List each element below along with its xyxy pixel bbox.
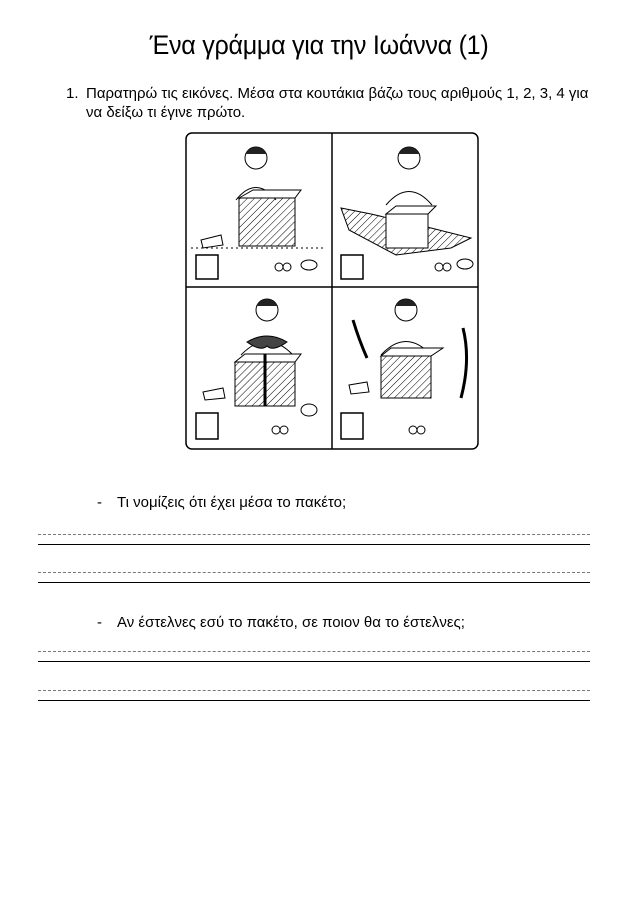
writing-line[interactable] [38, 572, 590, 583]
answer-box-4[interactable] [341, 413, 363, 439]
panel-2 [341, 147, 473, 279]
picture-sequence [181, 130, 483, 452]
instruction-text: Παρατηρώ τις εικόνες. Μέσα στα κουτάκια βάζω τους αριθμούς 1, 2, 3, 4 για να δείξω τι έγινε πρώτο. [86, 85, 589, 121]
writing-line[interactable] [38, 651, 590, 662]
question-text: Αν έστελνες εσύ το πακέτο, σε ποιον θα το έστελνες; [117, 614, 465, 631]
question-dash: - [97, 494, 102, 511]
panel-1 [191, 147, 326, 279]
question-2 [97, 614, 465, 631]
question-text: Τι νομίζεις ότι έχει μέσα το πακέτο; [117, 494, 347, 511]
panel-3 [196, 299, 317, 439]
instruction [66, 84, 606, 122]
writing-line[interactable] [38, 690, 590, 701]
answer-box-3[interactable] [196, 413, 218, 439]
instruction-number: 1. [66, 85, 79, 102]
question-1 [97, 494, 346, 511]
answer-box-2[interactable] [341, 255, 363, 279]
writing-line[interactable] [38, 534, 590, 545]
panel-4 [341, 299, 467, 439]
worksheet-title: Ένα γράμμα για την Ιωάννα (1) [149, 30, 489, 60]
answer-box-1[interactable] [196, 255, 218, 279]
question-dash: - [97, 614, 102, 631]
